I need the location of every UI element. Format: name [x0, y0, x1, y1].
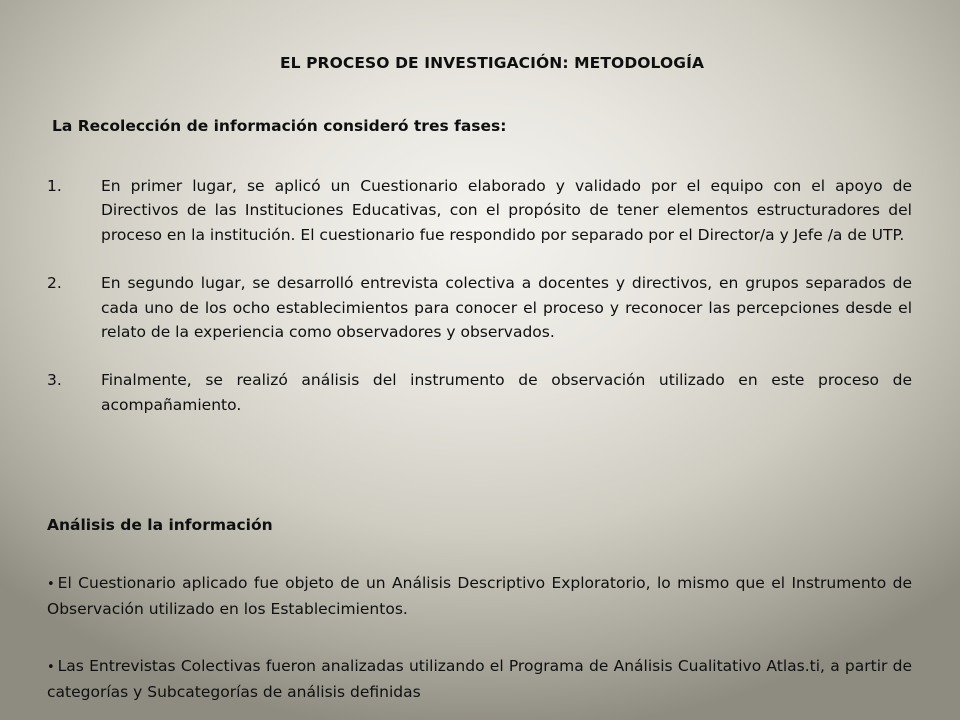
bullet-icon: • [47, 577, 55, 592]
phases-list [47, 174, 912, 441]
bullet-item [47, 654, 912, 705]
bullet-text: Las Entrevistas Colectivas fueron analizadas utilizando el Programa de Análisis Cualitativo Atlas.ti, a partir de categorías y Subcategorías de análisis definidas [47, 656, 912, 702]
phase-text: En primer lugar, se aplicó un Cuestionario elaborado y validado por el equipo con el apoyo de Directivos de las Instituciones Educativas, con el propósito de tener elementos estructuradores del proceso en la institución. El cuestionario fue respondido por separado por el Director/a y Jefe /a de UTP. [101, 177, 912, 244]
analysis-bullets [47, 571, 912, 720]
phase-item [47, 271, 912, 344]
bullet-text: El Cuestionario aplicado fue objeto de un Análisis Descriptivo Exploratorio, lo mismo que el Instrumento de Observación utilizado en los Establecimientos. [47, 574, 912, 619]
phase-number: 3. [47, 371, 62, 390]
slide-title: EL PROCESO DE INVESTIGACIÓN: METODOLOGÍA [279, 54, 705, 72]
bullet-item [47, 571, 912, 622]
bullet-icon: • [47, 659, 55, 675]
phase-item [47, 368, 912, 417]
intro-text: La Recolección de información consideró tres fases: [52, 117, 507, 135]
phase-number: 2. [47, 274, 62, 293]
analysis-heading: Análisis de la información [47, 516, 273, 534]
phase-text: Finalmente, se realizó análisis del instrumento de observación utilizado en este proceso de acompañamiento. [101, 371, 912, 414]
phase-number: 1. [47, 177, 62, 195]
phase-text: En segundo lugar, se desarrolló entrevista colectiva a docentes y directivos, en grupos separados de cada uno de los ocho establecimientos para conocer el proceso y reconocer las percepciones desde el relato de la experiencia como observadores y observados. [101, 274, 912, 342]
phase-item [47, 174, 912, 247]
